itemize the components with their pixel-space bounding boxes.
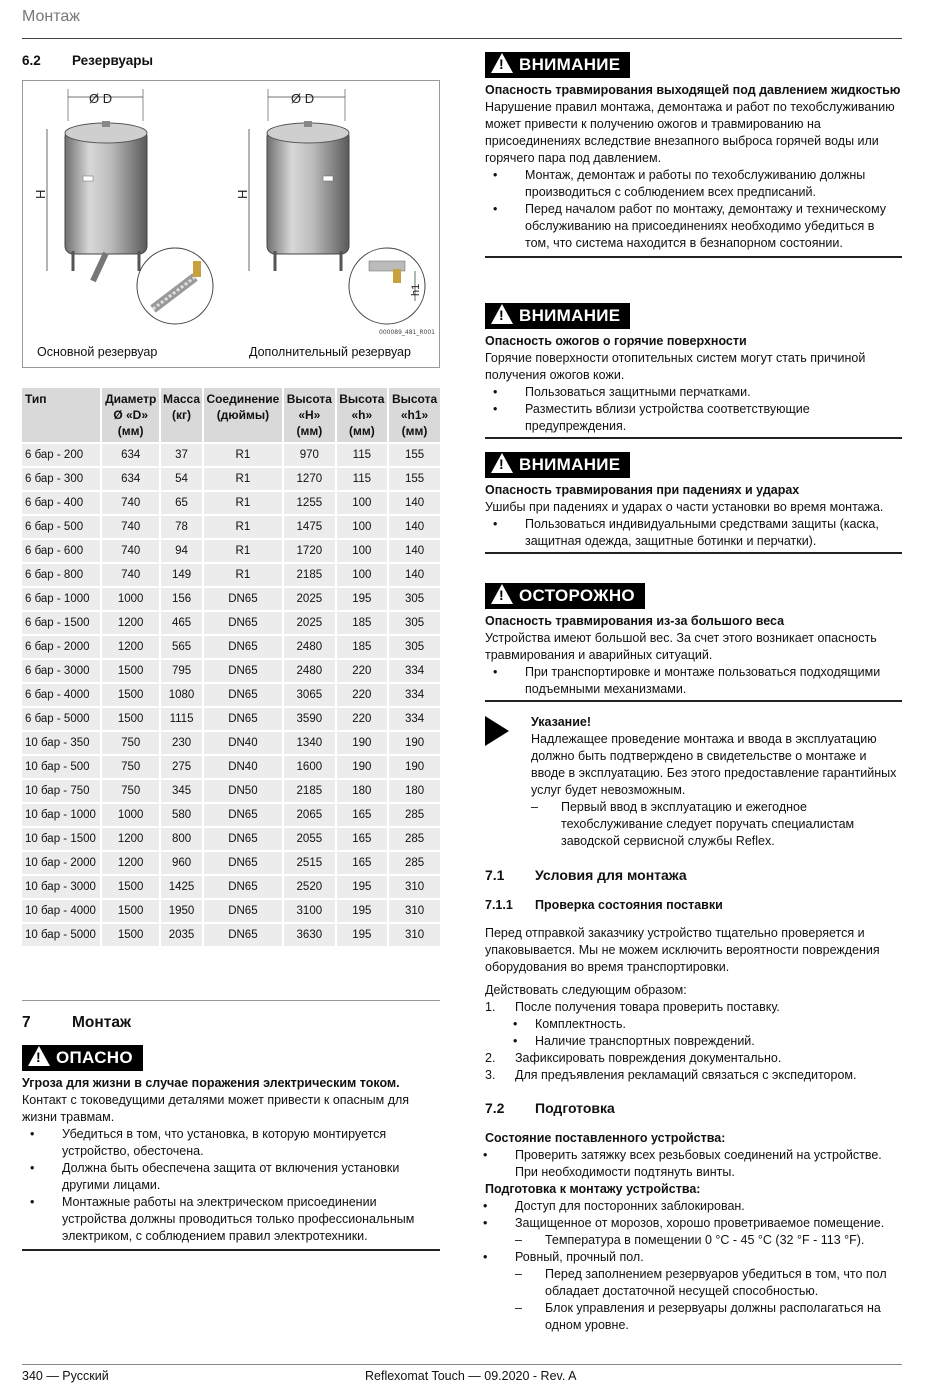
table-row bbox=[22, 876, 440, 898]
table-cell: 2035 bbox=[161, 924, 201, 946]
svg-text:Ø D: Ø D bbox=[291, 91, 315, 106]
tank-illustration bbox=[23, 81, 439, 367]
table-cell: 185 bbox=[337, 636, 387, 658]
table-cell: DN40 bbox=[204, 732, 282, 754]
section-7-1-1-heading bbox=[485, 897, 902, 914]
warning-triangle-icon: ! bbox=[491, 584, 513, 604]
table-cell: DN65 bbox=[204, 612, 282, 634]
table-header-cell: Высота «h» (мм) bbox=[337, 388, 387, 442]
table-cell: 155 bbox=[389, 468, 440, 490]
note-arrow-icon bbox=[485, 716, 509, 746]
table-cell: 345 bbox=[161, 780, 201, 802]
warning-bullet: • Монтаж, демонтаж и работы по техобслуживанию должны производиться с соблюдением всех предписаний. bbox=[485, 167, 902, 201]
table-cell: 220 bbox=[337, 684, 387, 706]
table-cell: 190 bbox=[337, 756, 387, 778]
table-cell: DN50 bbox=[204, 780, 282, 802]
table-cell: 1200 bbox=[102, 852, 159, 874]
table-cell: R1 bbox=[204, 540, 282, 562]
table-cell: 6 бар - 300 bbox=[22, 468, 100, 490]
warning-triangle-icon: ! bbox=[28, 1046, 50, 1066]
table-cell: 1000 bbox=[102, 588, 159, 610]
table-cell: 1200 bbox=[102, 636, 159, 658]
table-cell: 1115 bbox=[161, 708, 201, 730]
table-row bbox=[22, 588, 440, 610]
caution-text: Устройства имеют большой вес. За счет этого возникает опасность травмирования и аварийных ситуаций. bbox=[485, 631, 877, 662]
table-cell: 800 bbox=[161, 828, 201, 850]
table-cell: 1270 bbox=[284, 468, 335, 490]
table-cell: 750 bbox=[102, 732, 159, 754]
table-cell: 10 бар - 3000 bbox=[22, 876, 100, 898]
caution-bullet: • При транспортировке и монтаже пользоваться подходящими подъемными механизмами. bbox=[485, 664, 902, 698]
table-cell: 10 бар - 2000 bbox=[22, 852, 100, 874]
table-cell: 1950 bbox=[161, 900, 201, 922]
table-cell: 140 bbox=[389, 540, 440, 562]
table-cell: 334 bbox=[389, 684, 440, 706]
table-row bbox=[22, 708, 440, 730]
table-bottom-rule bbox=[22, 1000, 440, 1001]
section-title: Монтаж bbox=[72, 1014, 131, 1031]
table-cell: 94 bbox=[161, 540, 201, 562]
table-cell: 740 bbox=[102, 516, 159, 538]
caption-additional-tank: Дополнительный резервуар bbox=[249, 345, 411, 359]
dim-d-label: Ø D bbox=[89, 91, 113, 106]
table-cell: 1200 bbox=[102, 828, 159, 850]
section-7-2-heading bbox=[485, 1100, 902, 1117]
warning-title: Опасность ожогов о горячие поверхности bbox=[485, 334, 747, 348]
table-cell: 285 bbox=[389, 852, 440, 874]
note-dash-item: – Первый ввод в эксплуатацию и ежегодное техобслуживание следует поручать специалистам заводской сервисной службы Reflex. bbox=[531, 799, 902, 850]
section-6-2-heading bbox=[22, 52, 153, 69]
section-title: Проверка состояния поставки bbox=[535, 898, 723, 912]
table-cell: 6 бар - 3000 bbox=[22, 660, 100, 682]
table-cell: 1500 bbox=[102, 708, 159, 730]
table-cell: 740 bbox=[102, 492, 159, 514]
section-number: 7 bbox=[22, 1014, 31, 1031]
table-cell: 305 bbox=[389, 588, 440, 610]
table-cell: 740 bbox=[102, 564, 159, 586]
section-7-1-heading bbox=[485, 867, 902, 884]
warning-triangle-icon: ! bbox=[491, 53, 513, 73]
table-cell: 2025 bbox=[284, 612, 335, 634]
section-title: Условия для монтажа bbox=[535, 867, 687, 883]
table-cell: DN65 bbox=[204, 924, 282, 946]
main-tank-drawing bbox=[33, 89, 213, 324]
procedure-step: 1. После получения товара проверить поставку. • Комплектность. • Наличие транспортных повреждений. bbox=[485, 999, 902, 1050]
table-cell: 3100 bbox=[284, 900, 335, 922]
table-cell: 6 бар - 400 bbox=[22, 492, 100, 514]
danger-bullet: • Убедиться в том, что установка, в которую монтируется устройство, обесточена. bbox=[22, 1126, 440, 1160]
table-cell: 970 bbox=[284, 444, 335, 466]
warning-bullet: • Пользоваться индивидуальными средствами защиты (каска, защитная одежда, защитные ботинки и перчатки). bbox=[485, 516, 902, 550]
warning-box-falls bbox=[485, 452, 902, 554]
table-header-cell: Диаметр Ø «D» (мм) bbox=[102, 388, 159, 442]
procedure-step: 2. Зафиксировать повреждения документально. bbox=[485, 1051, 782, 1065]
table-cell: 1500 bbox=[102, 924, 159, 946]
table-row bbox=[22, 492, 440, 514]
state-title: Состояние поставленного устройства: bbox=[485, 1131, 726, 1145]
section-number: 7.2 bbox=[485, 1100, 505, 1116]
section-number: 6.2 bbox=[22, 53, 41, 68]
warning-text: Горячие поверхности отопительных систем могут стать причиной получения ожогов кожи. bbox=[485, 351, 866, 382]
warning-bullet: • Перед началом работ по монтажу, демонтажу и техническому обслуживанию на присоединениях необходимо убедиться в том, что система находится в безнапорном состоянии. bbox=[485, 201, 902, 252]
table-cell: 1600 bbox=[284, 756, 335, 778]
table-cell: 195 bbox=[337, 924, 387, 946]
table-cell: 220 bbox=[337, 660, 387, 682]
table-cell: 100 bbox=[337, 564, 387, 586]
delivery-check-section bbox=[485, 925, 902, 1084]
table-row bbox=[22, 636, 440, 658]
table-cell: 10 бар - 1500 bbox=[22, 828, 100, 850]
table-cell: 6 бар - 600 bbox=[22, 540, 100, 562]
table-cell: DN40 bbox=[204, 756, 282, 778]
table-cell: 2185 bbox=[284, 780, 335, 802]
table-cell: 1500 bbox=[102, 684, 159, 706]
caption-main-tank: Основной резервуар bbox=[37, 345, 158, 359]
table-cell: 6 бар - 4000 bbox=[22, 684, 100, 706]
table-cell: 100 bbox=[337, 492, 387, 514]
header-divider bbox=[22, 38, 902, 39]
table-row bbox=[22, 756, 440, 778]
table-cell: 750 bbox=[102, 780, 159, 802]
table-cell: 305 bbox=[389, 636, 440, 658]
table-cell: 195 bbox=[337, 588, 387, 610]
table-row bbox=[22, 468, 440, 490]
table-cell: 1500 bbox=[102, 876, 159, 898]
table-cell: 10 бар - 4000 bbox=[22, 900, 100, 922]
table-cell: 149 bbox=[161, 564, 201, 586]
table-cell: 2185 bbox=[284, 564, 335, 586]
table-cell: 795 bbox=[161, 660, 201, 682]
table-cell: DN65 bbox=[204, 876, 282, 898]
table-cell: 230 bbox=[161, 732, 201, 754]
table-cell: 750 bbox=[102, 756, 159, 778]
table-cell: DN65 bbox=[204, 852, 282, 874]
warning-bullet: • Пользоваться защитными перчатками. bbox=[485, 384, 902, 401]
table-cell: 1200 bbox=[102, 612, 159, 634]
table-cell: 2480 bbox=[284, 636, 335, 658]
warning-badge bbox=[485, 303, 630, 329]
table-cell: 10 бар - 5000 bbox=[22, 924, 100, 946]
table-cell: 165 bbox=[337, 852, 387, 874]
table-cell: 3630 bbox=[284, 924, 335, 946]
table-cell: 140 bbox=[389, 516, 440, 538]
table-row bbox=[22, 828, 440, 850]
note-text: Надлежащее проведение монтажа и ввода в эксплуатацию должно быть подтверждено в свидетельстве о монтаже и вводе в эксплуатацию. Без этого предоставление гарантийных услуг будет невозможным. bbox=[531, 732, 897, 797]
table-cell: 180 bbox=[389, 780, 440, 802]
table-cell: 115 bbox=[337, 444, 387, 466]
table-cell: 100 bbox=[337, 540, 387, 562]
page-header-title: Монтаж bbox=[22, 8, 80, 25]
table-cell: 155 bbox=[389, 444, 440, 466]
table-row bbox=[22, 684, 440, 706]
table-cell: 54 bbox=[161, 468, 201, 490]
table-cell: 220 bbox=[337, 708, 387, 730]
prep-item: • Ровный, прочный пол. – Перед заполнением резервуаров убедиться в том, что пол обладает достаточной несущей способностью. – Блок управления и резервуары должны располагаться на одном уровне. bbox=[475, 1249, 902, 1334]
table-cell: 960 bbox=[161, 852, 201, 874]
table-cell: 275 bbox=[161, 756, 201, 778]
warning-badge-label: ВНИМАНИЕ bbox=[519, 306, 621, 325]
table-cell: DN65 bbox=[204, 900, 282, 922]
state-item: • Проверить затяжку всех резьбовых соединений на устройстве. При необходимости подтянуть винты. bbox=[475, 1147, 902, 1181]
table-cell: 6 бар - 2000 bbox=[22, 636, 100, 658]
table-cell: 2520 bbox=[284, 876, 335, 898]
figure-code: 000089_481_R001 bbox=[379, 329, 435, 336]
table-row bbox=[22, 540, 440, 562]
table-header-cell: Высота «H» (мм) bbox=[284, 388, 335, 442]
table-cell: 740 bbox=[102, 540, 159, 562]
table-row bbox=[22, 660, 440, 682]
section-7-heading bbox=[22, 1014, 131, 1031]
table-row bbox=[22, 732, 440, 754]
table-cell: 185 bbox=[337, 612, 387, 634]
table-cell: R1 bbox=[204, 564, 282, 586]
table-cell: 10 бар - 1000 bbox=[22, 804, 100, 826]
warning-badge bbox=[485, 452, 630, 478]
danger-badge bbox=[22, 1045, 143, 1071]
table-cell: 195 bbox=[337, 876, 387, 898]
table-cell: 190 bbox=[389, 732, 440, 754]
tank-figure bbox=[22, 80, 440, 368]
prep-dash-item: – Перед заполнением резервуаров убедиться в том, что пол обладает достаточной несущей способностью. bbox=[515, 1266, 902, 1300]
warning-title: Опасность травмирования выходящей под давлением жидкостью bbox=[485, 83, 901, 97]
warning-triangle-icon: ! bbox=[491, 453, 513, 473]
footer-doc: Reflexomat Touch — 09.2020 - Rev. A bbox=[365, 1369, 577, 1383]
danger-badge-label: ОПАСНО bbox=[56, 1048, 133, 1067]
table-row bbox=[22, 804, 440, 826]
table-cell: DN65 bbox=[204, 828, 282, 850]
table-cell: 1080 bbox=[161, 684, 201, 706]
table-cell: 156 bbox=[161, 588, 201, 610]
table-cell: 140 bbox=[389, 564, 440, 586]
table-header-cell: Высота «h1» (мм) bbox=[389, 388, 440, 442]
table-cell: 1425 bbox=[161, 876, 201, 898]
table-cell: DN65 bbox=[204, 804, 282, 826]
prep-dash-item: – Блок управления и резервуары должны располагаться на одном уровне. bbox=[515, 1300, 902, 1334]
table-cell: 310 bbox=[389, 900, 440, 922]
table-cell: 1500 bbox=[102, 900, 159, 922]
caution-badge-label: ОСТОРОЖНО bbox=[519, 586, 635, 605]
table-cell: 115 bbox=[337, 468, 387, 490]
preparation-section bbox=[485, 1130, 902, 1334]
table-cell: 1475 bbox=[284, 516, 335, 538]
table-cell: 580 bbox=[161, 804, 201, 826]
table-row bbox=[22, 780, 440, 802]
table-cell: 310 bbox=[389, 876, 440, 898]
caution-box-weight bbox=[485, 583, 902, 702]
warning-text: Нарушение правил монтажа, демонтажа и работ по техобслуживанию может привести к получению ожогов и травмированию на присоединениях вследствие внезапного выброса горячей воды или горячего пара под давлением. bbox=[485, 100, 895, 165]
prep-item: • Защищенное от морозов, хорошо проветриваемое помещение. – Температура в помещении 0 °C - 45 °C (32 °F - 113 °F). bbox=[475, 1215, 902, 1249]
table-cell: 334 bbox=[389, 708, 440, 730]
table-cell: 305 bbox=[389, 612, 440, 634]
table-cell: 1340 bbox=[284, 732, 335, 754]
table-cell: 140 bbox=[389, 492, 440, 514]
section-title: Подготовка bbox=[535, 1100, 615, 1116]
table-cell: 100 bbox=[337, 516, 387, 538]
prep-item: • Доступ для посторонних заблокирован. bbox=[475, 1198, 902, 1215]
table-cell: DN65 bbox=[204, 684, 282, 706]
table-cell: DN65 bbox=[204, 588, 282, 610]
danger-title: Угроза для жизни в случае поражения электрическим током. bbox=[22, 1076, 400, 1090]
table-cell: 2480 bbox=[284, 660, 335, 682]
table-cell: 78 bbox=[161, 516, 201, 538]
table-cell: 6 бар - 1500 bbox=[22, 612, 100, 634]
table-cell: 165 bbox=[337, 828, 387, 850]
table-cell: 565 bbox=[161, 636, 201, 658]
section-number: 7.1 bbox=[485, 867, 505, 883]
table-cell: 310 bbox=[389, 924, 440, 946]
footer-divider bbox=[22, 1364, 902, 1365]
table-cell: 10 бар - 750 bbox=[22, 780, 100, 802]
table-row bbox=[22, 516, 440, 538]
table-header-cell: Масса (кг) bbox=[161, 388, 201, 442]
procedure-step: 3. Для предъявления рекламаций связаться с экспедитором. bbox=[485, 1068, 857, 1082]
warning-title: Опасность травмирования при падениях и ударах bbox=[485, 483, 800, 497]
procedure-substep: • Комплектность. bbox=[505, 1016, 902, 1033]
table-cell: 165 bbox=[337, 804, 387, 826]
footer-page: 340 — Русский bbox=[22, 1369, 109, 1383]
table-cell: 334 bbox=[389, 660, 440, 682]
caution-title: Опасность травмирования из-за большого веса bbox=[485, 614, 785, 628]
danger-box bbox=[22, 1045, 440, 1251]
table-cell: 634 bbox=[102, 444, 159, 466]
warning-text: Ушибы при падениях и ударах о части установки во время монтажа. bbox=[485, 500, 884, 514]
table-cell: 2515 bbox=[284, 852, 335, 874]
table-cell: 2055 bbox=[284, 828, 335, 850]
table-row bbox=[22, 852, 440, 874]
table-cell: 6 бар - 1000 bbox=[22, 588, 100, 610]
note-title: Указание! bbox=[531, 715, 592, 729]
table-cell: 465 bbox=[161, 612, 201, 634]
warning-bullet: • Разместить вблизи устройства соответствующие предупреждения. bbox=[485, 401, 902, 435]
svg-text:H: H bbox=[235, 189, 250, 199]
table-cell: 6 бар - 5000 bbox=[22, 708, 100, 730]
danger-text: Контакт с токоведущими деталями может привести к опасным для жизни травмам. bbox=[22, 1093, 410, 1124]
warning-badge-label: ВНИМАНИЕ bbox=[519, 55, 621, 74]
table-cell: 2025 bbox=[284, 588, 335, 610]
table-cell: DN65 bbox=[204, 660, 282, 682]
warning-box-hot-surfaces bbox=[485, 303, 902, 439]
prep-dash-item: – Температура в помещении 0 °C - 45 °C (32 °F - 113 °F). bbox=[515, 1232, 902, 1249]
table-header-cell: Тип bbox=[22, 388, 100, 442]
table-cell: DN65 bbox=[204, 708, 282, 730]
tank-spec-table bbox=[20, 386, 442, 948]
table-cell: 1720 bbox=[284, 540, 335, 562]
table-cell: 180 bbox=[337, 780, 387, 802]
section-title: Резервуары bbox=[72, 53, 154, 68]
table-cell: 10 бар - 500 bbox=[22, 756, 100, 778]
table-cell: R1 bbox=[204, 468, 282, 490]
additional-tank-drawing bbox=[235, 89, 425, 324]
warning-badge bbox=[485, 52, 630, 78]
dim-h-label: H bbox=[33, 189, 48, 199]
table-cell: 65 bbox=[161, 492, 201, 514]
table-cell: 2065 bbox=[284, 804, 335, 826]
table-cell: DN65 bbox=[204, 636, 282, 658]
table-cell: 285 bbox=[389, 828, 440, 850]
caution-badge bbox=[485, 583, 645, 609]
table-cell: 190 bbox=[337, 732, 387, 754]
table-header-cell: Соединение (дюймы) bbox=[204, 388, 282, 442]
table-header bbox=[22, 388, 440, 442]
section-number: 7.1.1 bbox=[485, 898, 513, 912]
table-cell: 1000 bbox=[102, 804, 159, 826]
table-cell: 10 бар - 350 bbox=[22, 732, 100, 754]
table-row bbox=[22, 924, 440, 946]
table-cell: 3065 bbox=[284, 684, 335, 706]
danger-bullet: • Монтажные работы на электрическом присоединении устройства должны проводиться только профессиональным электриком, с соблюдением правил электротехники. bbox=[22, 1194, 440, 1245]
table-row bbox=[22, 564, 440, 586]
table-cell: 6 бар - 500 bbox=[22, 516, 100, 538]
table-cell: 3590 bbox=[284, 708, 335, 730]
prep-title: Подготовка к монтажу устройства: bbox=[485, 1182, 701, 1196]
table-cell: 634 bbox=[102, 468, 159, 490]
table-cell: 6 бар - 800 bbox=[22, 564, 100, 586]
table-cell: R1 bbox=[204, 492, 282, 514]
table-cell: R1 bbox=[204, 516, 282, 538]
procedure-substep: • Наличие транспортных повреждений. bbox=[505, 1033, 902, 1050]
table-cell: 37 bbox=[161, 444, 201, 466]
warning-box-pressure bbox=[485, 52, 902, 258]
table-cell: 190 bbox=[389, 756, 440, 778]
warning-badge-label: ВНИМАНИЕ bbox=[519, 455, 621, 474]
procedure-intro: Действовать следующим образом: bbox=[485, 983, 687, 997]
table-body bbox=[22, 444, 440, 946]
table-row bbox=[22, 444, 440, 466]
table-cell: 285 bbox=[389, 804, 440, 826]
table-row bbox=[22, 900, 440, 922]
table-cell: 1500 bbox=[102, 660, 159, 682]
table-cell: 1255 bbox=[284, 492, 335, 514]
delivery-text: Перед отправкой заказчику устройство тщательно проверяется и упаковывается. Мы не можем исключить вероятности повреждения оборудования во время транспортировки. bbox=[485, 926, 880, 974]
table-cell: 6 бар - 200 bbox=[22, 444, 100, 466]
dim-h1-label: h1 bbox=[410, 283, 422, 296]
warning-triangle-icon: ! bbox=[491, 304, 513, 324]
note-box bbox=[485, 714, 902, 850]
table-cell: 195 bbox=[337, 900, 387, 922]
table-row bbox=[22, 612, 440, 634]
danger-bullet: • Должна быть обеспечена защита от включения установки другими лицами. bbox=[22, 1160, 440, 1194]
table-cell: R1 bbox=[204, 444, 282, 466]
